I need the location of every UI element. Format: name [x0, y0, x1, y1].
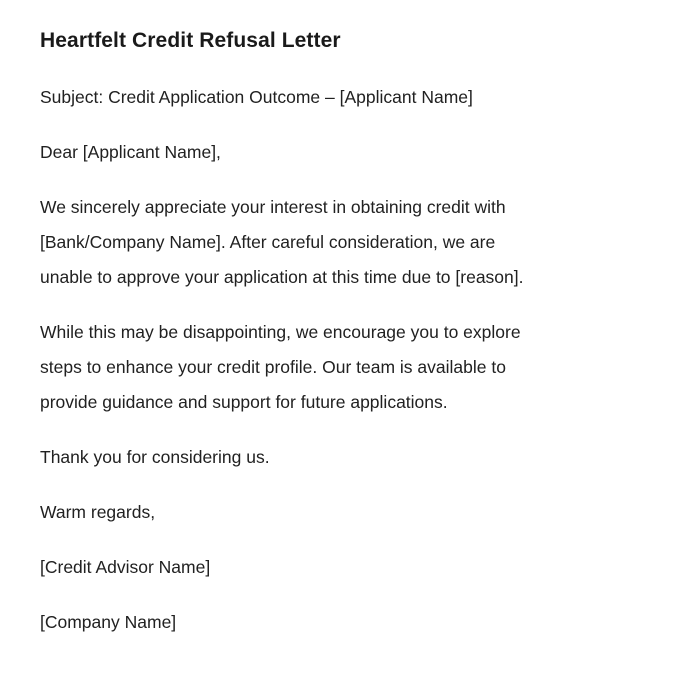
salutation: Dear [Applicant Name],	[40, 142, 221, 162]
closing-thanks: Thank you for considering us.	[40, 447, 270, 467]
body-paragraph-2	[40, 315, 660, 420]
paragraph-line: unable to approve your application at this time due to [reason].	[40, 267, 524, 287]
paragraph-line: We sincerely appreciate your interest in obtaining credit with	[40, 197, 506, 217]
paragraph-line: steps to enhance your credit profile. Our team is available to	[40, 357, 506, 377]
signature-company: [Company Name]	[40, 612, 177, 632]
body-paragraph-1	[40, 190, 660, 295]
paragraph-line: [Bank/Company Name]. After careful consideration, we are	[40, 232, 496, 252]
paragraph-line: provide guidance and support for future applications.	[40, 392, 448, 412]
subject-line: Subject: Credit Application Outcome – [Applicant Name]	[40, 87, 473, 107]
sign-off: Warm regards,	[40, 502, 156, 522]
paragraph-line: While this may be disappointing, we encourage you to explore	[40, 322, 521, 342]
page-title: Heartfelt Credit Refusal Letter	[40, 29, 341, 52]
signature-name: [Credit Advisor Name]	[40, 557, 211, 577]
